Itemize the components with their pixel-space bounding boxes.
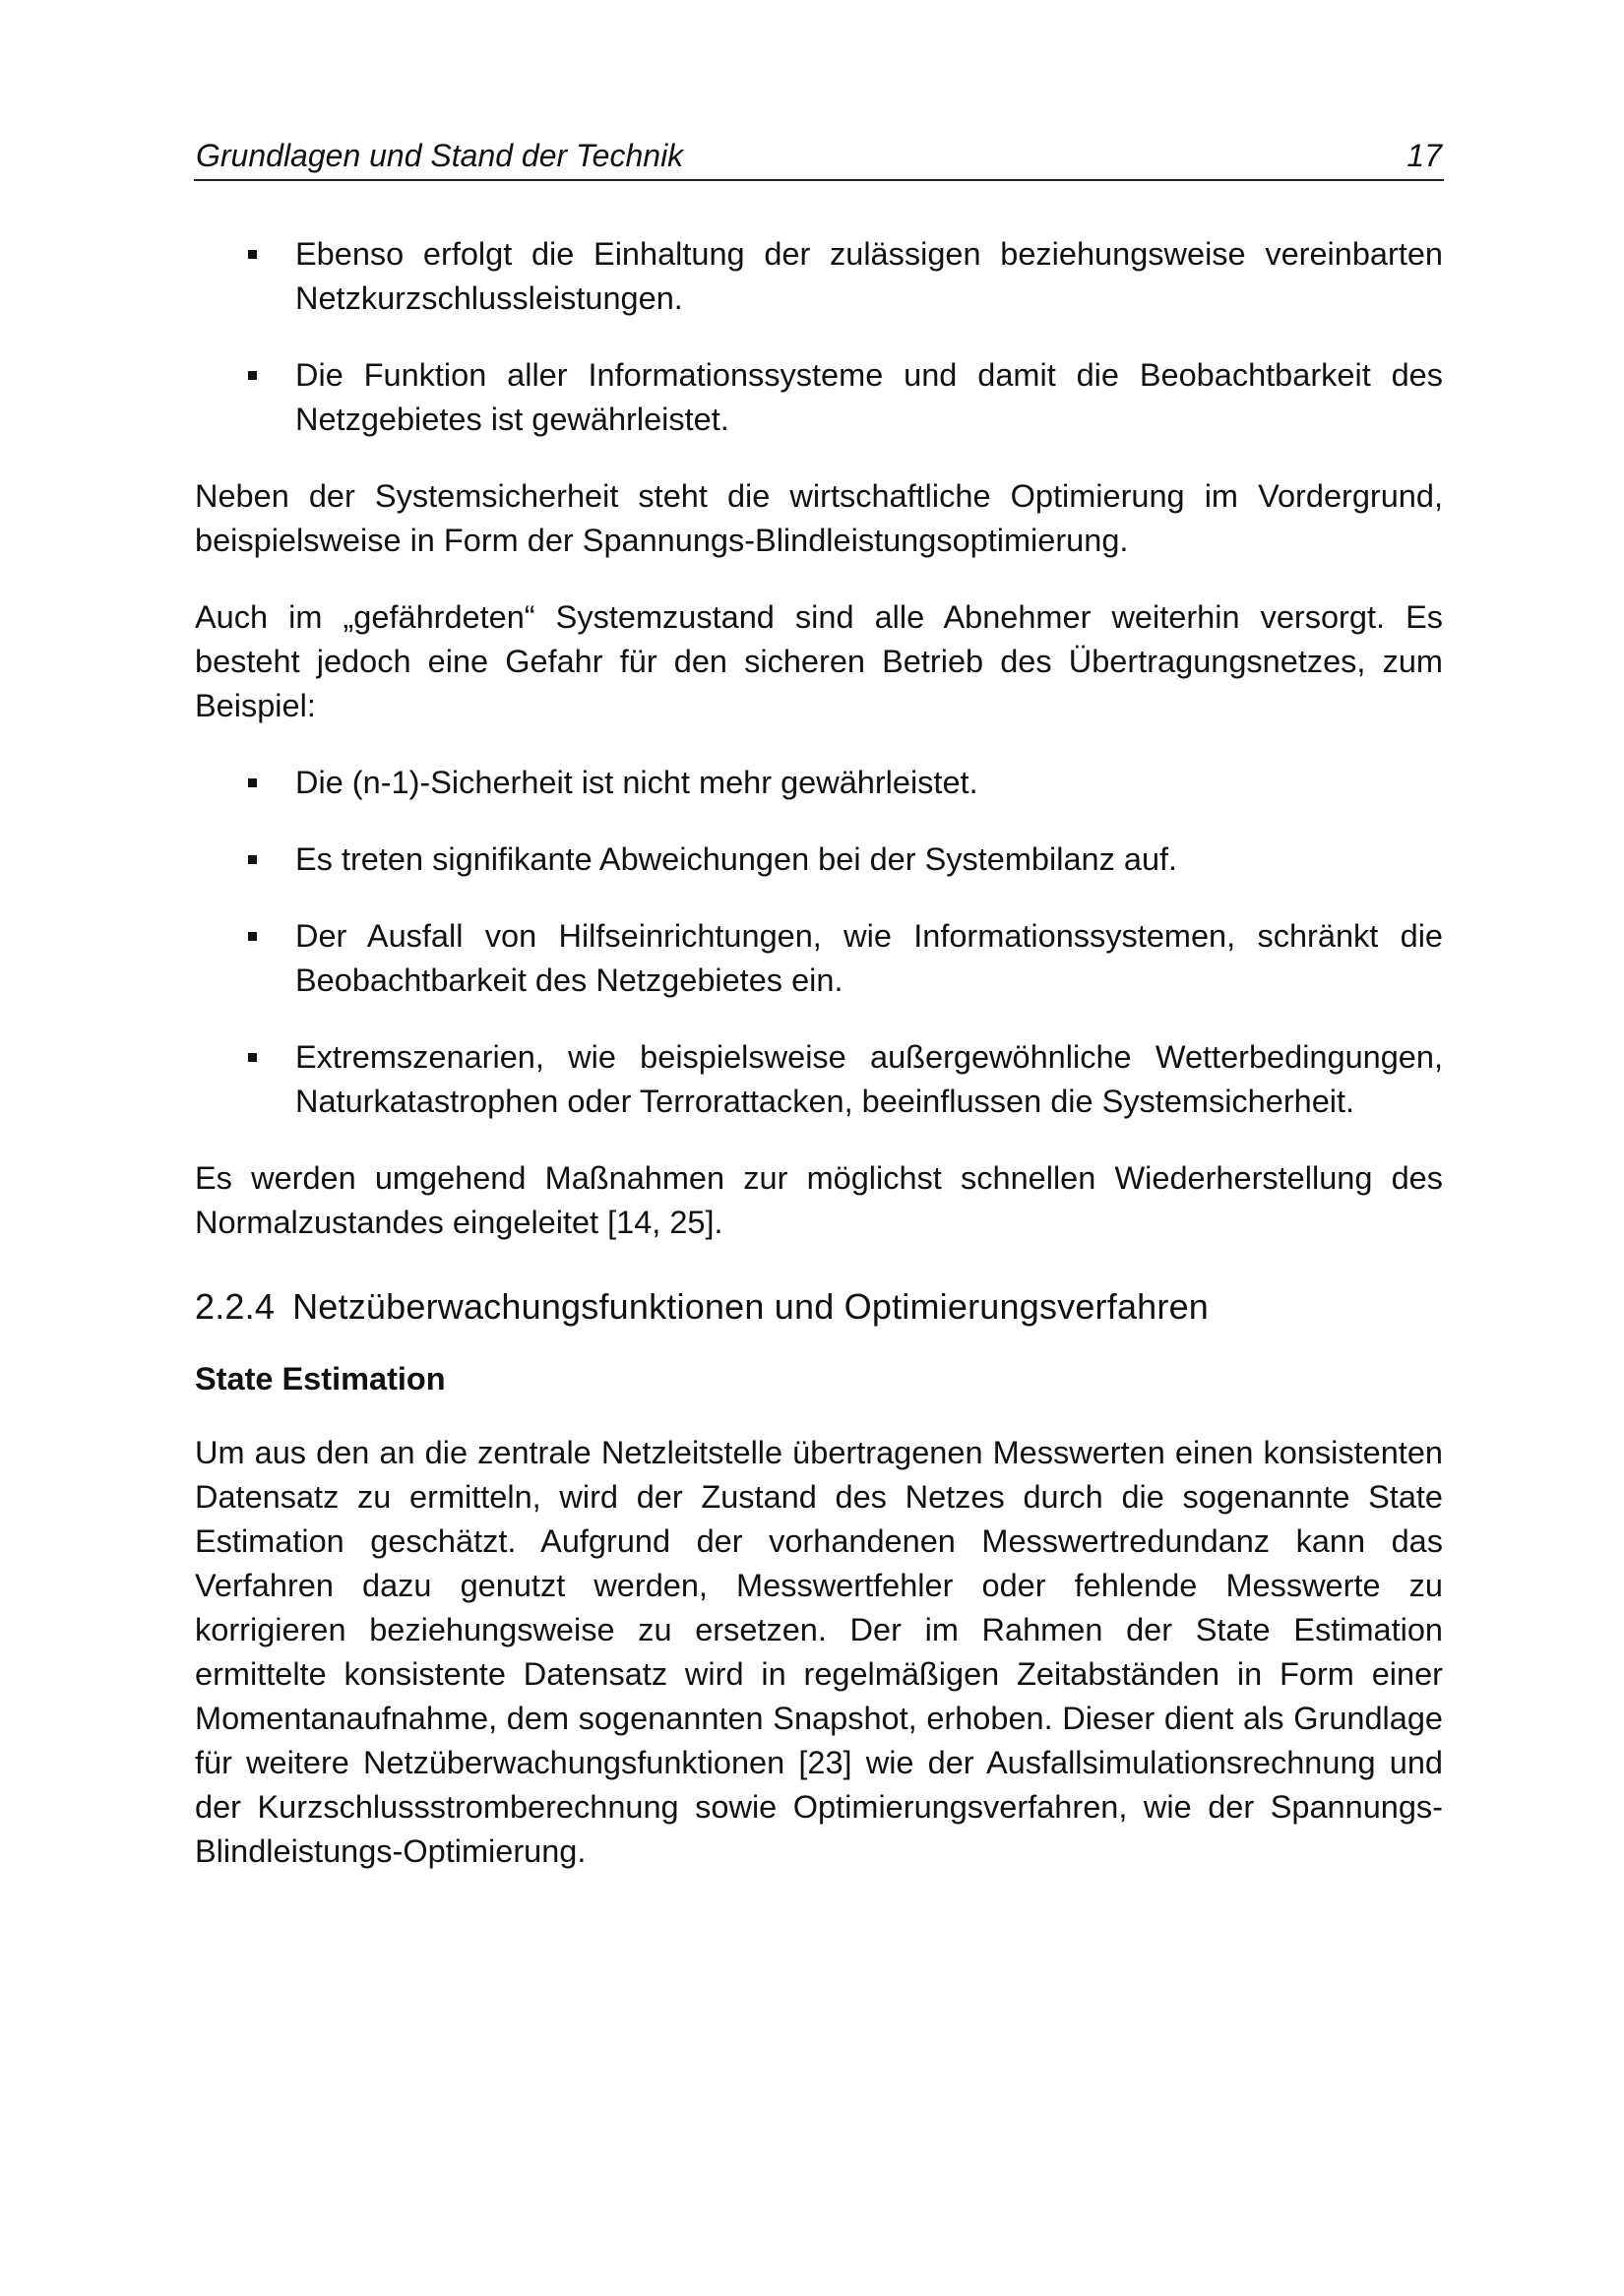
list-item-text: Ebenso erfolgt die Einhaltung der zulässigen beziehungsweise vereinbarten Netzkurzschlussleistungen. [295, 236, 1443, 316]
list-item-text: Extremszenarien, wie beispielsweise außergewöhnliche Wetterbedingungen, Naturkatastrophen oder Terrorattacken, beeinflussen die Systemsicherheit. [295, 1039, 1443, 1119]
list-item [195, 914, 1443, 1003]
square-bullet-icon [248, 1053, 257, 1062]
list-item [195, 353, 1443, 442]
paragraph: Es werden umgehend Maßnahmen zur möglichst schnellen Wiederherstellung des Normalzustandes eingeleitet [14, 25]. [195, 1160, 1443, 1240]
bullet-list-normal-state [195, 232, 1443, 442]
list-item [195, 761, 1443, 805]
list-item [195, 838, 1443, 882]
list-item [195, 232, 1443, 321]
chapter-title: Grundlagen und Stand der Technik [196, 138, 684, 173]
list-item-text: Es treten signifikante Abweichungen bei der Systembilanz auf. [295, 841, 1178, 877]
paragraph: Auch im „gefährdeten“ Systemzustand sind alle Abnehmer weiterhin versorgt. Es besteht jedoch eine Gefahr für den sicheren Betrieb des Übertragungsnetzes, zum Beispiel: [195, 599, 1443, 723]
square-bullet-icon [248, 371, 257, 380]
list-item-text: Die Funktion aller Informationssysteme und damit die Beobachtbarkeit des Netzgebietes ist gewährleistet. [295, 357, 1443, 437]
running-header [194, 134, 1444, 181]
square-bullet-icon [248, 855, 257, 864]
body-content [195, 232, 1443, 1906]
square-bullet-icon [248, 778, 257, 787]
square-bullet-icon [248, 250, 257, 259]
subsection-heading: State Estimation [195, 1361, 446, 1396]
section-title: Netzüberwachungsfunktionen und Optimierungsverfahren [292, 1286, 1210, 1327]
list-item [195, 1035, 1443, 1124]
list-item-text: Der Ausfall von Hilfseinrichtungen, wie Informationssystemen, schränkt die Beobachtbarkeit des Netzgebietes ein. [295, 918, 1443, 998]
paragraph: Neben der Systemsicherheit steht die wirtschaftliche Optimierung im Vordergrund, beispielsweise in Form der Spannungs-Blindleistungsoptimierung. [195, 478, 1443, 558]
list-item-text: Die (n-1)-Sicherheit ist nicht mehr gewährleistet. [295, 765, 978, 800]
square-bullet-icon [248, 932, 257, 941]
paragraph: Um aus den an die zentrale Netzleitstelle übertragenen Messwerten einen konsistenten Datensatz zu ermitteln, wird der Zustand des Netzes durch die sogenannte State Estimation geschätzt. Aufgrund der vorhandenen Messwertredundanz kann das Verfahren dazu genutzt werden, Messwertfehler oder fehlende Messwerte zu korrigieren beziehungsweise zu ersetzen. Der im Rahmen der State Estimation ermittelte konsistente Datensatz wird in regelmäßigen Zeitabständen in Form einer Momentanaufnahme, dem sogenannten Snapshot, erhoben. Dieser dient als Grundlage für weitere Netzüberwachungsfunktionen [23] wie der Ausfallsimulationsrechnung und der Kurzschlussstromberechnung sowie Optimierungsverfahren, wie der Spannungs-Blindleistungs-Optimierung. [195, 1435, 1443, 1869]
page-number: 17 [1406, 138, 1442, 173]
section-heading [195, 1284, 1443, 1330]
section-number: 2.2.4 [195, 1286, 276, 1327]
bullet-list-endangered-state [195, 761, 1443, 1124]
